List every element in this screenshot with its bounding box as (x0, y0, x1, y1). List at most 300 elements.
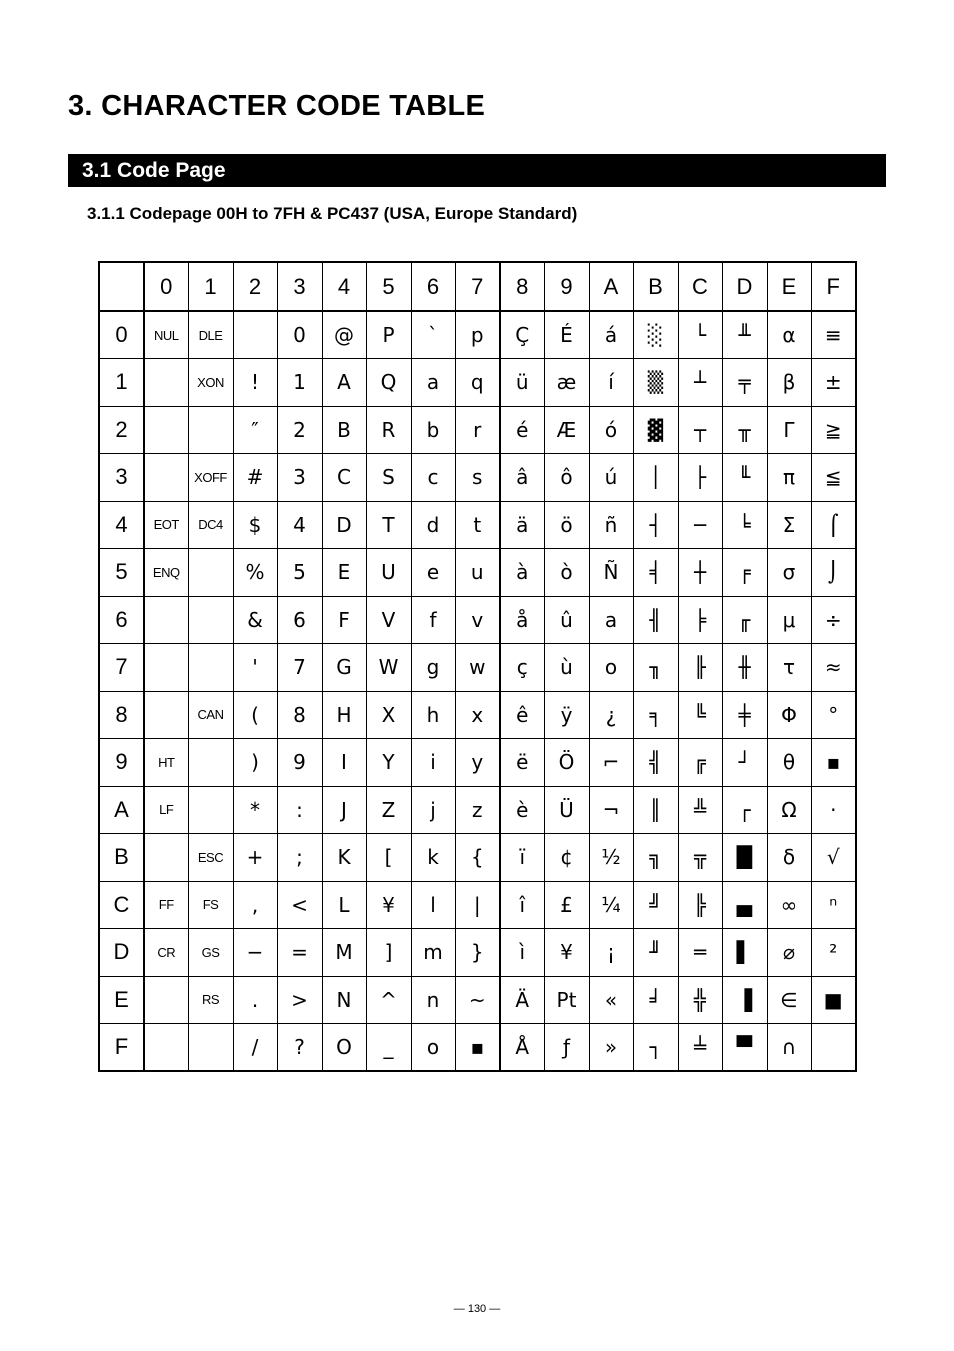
code-cell: í (589, 359, 633, 407)
code-cell: r (455, 406, 500, 454)
code-cell: C (322, 454, 366, 502)
code-cell: O (322, 1024, 366, 1072)
code-cell: Q (366, 359, 411, 407)
code-cell: ! (233, 359, 277, 407)
code-cell: D (322, 501, 366, 549)
code-cell (144, 834, 188, 882)
code-cell: ^ (366, 976, 411, 1024)
code-cell: < (277, 881, 322, 929)
code-cell: ¥ (544, 929, 589, 977)
code-cell: DLE (188, 311, 233, 359)
table-row (99, 596, 856, 644)
chapter-title: 3. CHARACTER CODE TABLE (68, 90, 486, 122)
code-cell: g (411, 644, 455, 692)
code-cell: t (455, 501, 500, 549)
row-header: B (99, 834, 144, 882)
code-cell: R (366, 406, 411, 454)
code-cell: z (455, 786, 500, 834)
code-cell: Z (366, 786, 411, 834)
code-cell: q (455, 359, 500, 407)
column-header: 3 (277, 262, 322, 311)
code-cell: ñ (589, 501, 633, 549)
column-header: 4 (322, 262, 366, 311)
code-cell: K (322, 834, 366, 882)
code-cell: ╦ (678, 834, 722, 882)
code-cell: − (233, 929, 277, 977)
code-cell: ç (500, 644, 544, 692)
column-header: 2 (233, 262, 277, 311)
code-cell: HT (144, 739, 188, 787)
code-cell: ì (500, 929, 544, 977)
subsection-title: 3.1.1 Codepage 00H to 7FH & PC437 (USA, Europe Standard) (87, 204, 578, 223)
code-cell: b (411, 406, 455, 454)
table-row (99, 929, 856, 977)
code-cell: μ (767, 596, 811, 644)
code-cell: GS (188, 929, 233, 977)
code-cell: θ (767, 739, 811, 787)
row-header: 8 (99, 691, 144, 739)
column-header: D (722, 262, 767, 311)
code-cell: a (411, 359, 455, 407)
code-cell: Σ (767, 501, 811, 549)
code-cell: o (411, 1024, 455, 1072)
code-cell: ▒ (633, 359, 678, 407)
code-cell: ╠ (678, 881, 722, 929)
code-cell: ╛ (633, 976, 678, 1024)
code-cell: ¡ (589, 929, 633, 977)
code-cell: ╤ (722, 359, 767, 407)
code-cell: ╡ (633, 549, 678, 597)
code-cell: ╣ (633, 739, 678, 787)
code-cell: c (411, 454, 455, 502)
code-cell: ó (589, 406, 633, 454)
code-cell: ¥ (366, 881, 411, 929)
code-cell: ∈ (767, 976, 811, 1024)
code-cell: î (500, 881, 544, 929)
code-cell: { (455, 834, 500, 882)
code-cell: h (411, 691, 455, 739)
code-cell: % (233, 549, 277, 597)
code-cell: ╖ (633, 644, 678, 692)
code-cell: á (589, 311, 633, 359)
code-cell: ┘ (722, 739, 767, 787)
code-cell: ⌀ (767, 929, 811, 977)
code-cell (188, 406, 233, 454)
code-cell: ╨ (722, 311, 767, 359)
code-cell: _ (366, 1024, 411, 1072)
code-cell: : (277, 786, 322, 834)
code-cell: ê (500, 691, 544, 739)
code-cell: ï (500, 834, 544, 882)
code-cell: u (455, 549, 500, 597)
code-cell: ║ (633, 786, 678, 834)
row-header: A (99, 786, 144, 834)
table-row (99, 976, 856, 1024)
code-cell: ⌠ (811, 501, 856, 549)
code-cell: ╚ (678, 691, 722, 739)
code-cell: N (322, 976, 366, 1024)
code-cell: ─ (678, 501, 722, 549)
code-cell: £ (544, 881, 589, 929)
code-cell: ) (233, 739, 277, 787)
code-cell: ╞ (678, 596, 722, 644)
table-row (99, 406, 856, 454)
code-cell (144, 454, 188, 502)
code-cell: α (767, 311, 811, 359)
code-cell: é (500, 406, 544, 454)
code-cell: ⌡ (811, 549, 856, 597)
code-cell: Ñ (589, 549, 633, 597)
code-cell (144, 1024, 188, 1072)
code-cell: » (589, 1024, 633, 1072)
code-cell: ▄ (722, 881, 767, 929)
code-cell: ╓ (722, 596, 767, 644)
code-cell: ENQ (144, 549, 188, 597)
code-cell: 7 (277, 644, 322, 692)
code-cell: ü (500, 359, 544, 407)
row-header: D (99, 929, 144, 977)
code-cell: S (366, 454, 411, 502)
code-cell: ╪ (722, 691, 767, 739)
code-cell: ≧ (811, 406, 856, 454)
code-cell: ┴ (678, 359, 722, 407)
code-cell: ' (233, 644, 277, 692)
code-cell: ⁿ (811, 881, 856, 929)
code-cell: XOFF (188, 454, 233, 502)
code-cell: ¼ (589, 881, 633, 929)
code-cell: Γ (767, 406, 811, 454)
code-cell: ≈ (811, 644, 856, 692)
code-cell: ╗ (633, 834, 678, 882)
code-cell: │ (633, 454, 678, 502)
code-cell: s (455, 454, 500, 502)
code-cell: A (322, 359, 366, 407)
code-cell: x (455, 691, 500, 739)
code-cell: ▐ (722, 976, 767, 1024)
code-cell (144, 691, 188, 739)
column-header: E (767, 262, 811, 311)
code-cell: v (455, 596, 500, 644)
code-cell: V (366, 596, 411, 644)
code-cell: ~ (455, 976, 500, 1024)
code-cell: U (366, 549, 411, 597)
code-cell (811, 1024, 856, 1072)
character-code-table (98, 261, 857, 1072)
code-cell: = (277, 929, 322, 977)
code-cell: ▓ (633, 406, 678, 454)
code-cell: o (589, 644, 633, 692)
code-cell: ╧ (678, 1024, 722, 1072)
column-header: A (589, 262, 633, 311)
table-corner (99, 262, 144, 311)
code-cell: } (455, 929, 500, 977)
code-cell: ╒ (722, 549, 767, 597)
code-cell: Y (366, 739, 411, 787)
code-cell: ╕ (633, 691, 678, 739)
code-cell: FS (188, 881, 233, 929)
column-header: 7 (455, 262, 500, 311)
code-cell: ┌ (722, 786, 767, 834)
table-row (99, 454, 856, 502)
code-cell: ù (544, 644, 589, 692)
code-cell: 1 (277, 359, 322, 407)
code-cell: ä (500, 501, 544, 549)
table-row (99, 691, 856, 739)
code-cell: √ (811, 834, 856, 882)
column-header: C (678, 262, 722, 311)
code-cell: σ (767, 549, 811, 597)
row-header: 9 (99, 739, 144, 787)
code-cell: ¬ (589, 786, 633, 834)
code-cell: i (411, 739, 455, 787)
code-cell: P (366, 311, 411, 359)
code-cell: d (411, 501, 455, 549)
row-header: C (99, 881, 144, 929)
code-cell: Å (500, 1024, 544, 1072)
section-title: 3.1 Code Page (68, 154, 886, 187)
code-cell: CAN (188, 691, 233, 739)
code-cell: δ (767, 834, 811, 882)
code-cell: H (322, 691, 366, 739)
code-cell: M (322, 929, 366, 977)
code-cell: Ω (767, 786, 811, 834)
code-cell: ″ (233, 406, 277, 454)
row-header: 6 (99, 596, 144, 644)
table-row (99, 786, 856, 834)
code-cell: └ (678, 311, 722, 359)
code-cell: ` (411, 311, 455, 359)
row-header: 0 (99, 311, 144, 359)
table-row (99, 644, 856, 692)
row-header: 4 (99, 501, 144, 549)
code-cell: ≡ (811, 311, 856, 359)
table-row (99, 549, 856, 597)
code-cell: E (322, 549, 366, 597)
code-cell: DC4 (188, 501, 233, 549)
code-cell: ? (277, 1024, 322, 1072)
code-cell: Ö (544, 739, 589, 787)
column-header: 8 (500, 262, 544, 311)
row-header: 7 (99, 644, 144, 692)
code-cell: ≦ (811, 454, 856, 502)
code-cell: CR (144, 929, 188, 977)
column-header: 5 (366, 262, 411, 311)
code-cell: ² (811, 929, 856, 977)
code-cell: G (322, 644, 366, 692)
code-cell: ± (811, 359, 856, 407)
code-cell (144, 359, 188, 407)
code-cell: ╔ (678, 739, 722, 787)
code-cell: p (455, 311, 500, 359)
code-cell: τ (767, 644, 811, 692)
code-cell: Ä (500, 976, 544, 1024)
code-cell: ÷ (811, 596, 856, 644)
code-cell: â (500, 454, 544, 502)
code-cell: [ (366, 834, 411, 882)
code-cell: ═ (678, 929, 722, 977)
code-cell: * (233, 786, 277, 834)
code-cell: RS (188, 976, 233, 1024)
code-cell: NUL (144, 311, 188, 359)
table-row (99, 739, 856, 787)
code-cell: ë (500, 739, 544, 787)
code-cell: 3 (277, 454, 322, 502)
code-cell: « (589, 976, 633, 1024)
code-cell: û (544, 596, 589, 644)
code-cell: n (411, 976, 455, 1024)
code-cell: ┬ (678, 406, 722, 454)
code-cell (188, 549, 233, 597)
code-cell: + (233, 834, 277, 882)
code-cell: π (767, 454, 811, 502)
code-cell: ╢ (633, 596, 678, 644)
page-number: — 130 — (453, 1303, 501, 1315)
code-cell: & (233, 596, 277, 644)
code-cell: à (500, 549, 544, 597)
code-cell: ú (589, 454, 633, 502)
code-cell: ■ (811, 976, 856, 1024)
code-cell: ┐ (633, 1024, 678, 1072)
table-row (99, 834, 856, 882)
code-cell: j (411, 786, 455, 834)
code-cell: 5 (277, 549, 322, 597)
code-cell (188, 786, 233, 834)
code-cell: w (455, 644, 500, 692)
column-header: 1 (188, 262, 233, 311)
code-cell: L (322, 881, 366, 929)
code-cell: I (322, 739, 366, 787)
row-header: 1 (99, 359, 144, 407)
code-cell (188, 739, 233, 787)
code-cell: T (366, 501, 411, 549)
code-cell: F (322, 596, 366, 644)
code-cell: · (811, 786, 856, 834)
code-cell: 9 (277, 739, 322, 787)
code-cell: 0 (277, 311, 322, 359)
code-cell: ╬ (678, 976, 722, 1024)
code-cell: # (233, 454, 277, 502)
row-header: 5 (99, 549, 144, 597)
code-cell (188, 644, 233, 692)
code-cell: ▌ (722, 929, 767, 977)
code-cell: ▪ (811, 739, 856, 787)
code-cell: 8 (277, 691, 322, 739)
code-cell: 4 (277, 501, 322, 549)
code-cell: ╙ (722, 454, 767, 502)
code-cell: ░ (633, 311, 678, 359)
code-cell: ∩ (767, 1024, 811, 1072)
code-cell: ╫ (722, 644, 767, 692)
column-header: F (811, 262, 856, 311)
code-cell: EOT (144, 501, 188, 549)
column-header: 0 (144, 262, 188, 311)
code-cell: XON (188, 359, 233, 407)
column-header: 9 (544, 262, 589, 311)
code-cell: X (366, 691, 411, 739)
code-cell: B (322, 406, 366, 454)
code-cell: m (411, 929, 455, 977)
code-cell: $ (233, 501, 277, 549)
code-cell: ¿ (589, 691, 633, 739)
code-cell: ▀ (722, 1024, 767, 1072)
code-cell: Ü (544, 786, 589, 834)
row-header: 2 (99, 406, 144, 454)
code-cell: > (277, 976, 322, 1024)
code-cell: ▪ (455, 1024, 500, 1072)
code-cell (144, 406, 188, 454)
code-cell: ╝ (633, 881, 678, 929)
code-cell: å (500, 596, 544, 644)
code-cell: ╘ (722, 501, 767, 549)
code-cell (188, 1024, 233, 1072)
code-cell (144, 976, 188, 1024)
code-cell: ƒ (544, 1024, 589, 1072)
row-header: 3 (99, 454, 144, 502)
code-cell: ╜ (633, 929, 678, 977)
code-cell: ö (544, 501, 589, 549)
code-cell: ├ (678, 454, 722, 502)
code-cell: ½ (589, 834, 633, 882)
code-cell: Ç (500, 311, 544, 359)
code-cell: █ (722, 834, 767, 882)
code-cell: LF (144, 786, 188, 834)
code-cell: W (366, 644, 411, 692)
code-cell: ÿ (544, 691, 589, 739)
code-cell: è (500, 786, 544, 834)
code-cell: ╩ (678, 786, 722, 834)
code-cell: ⌐ (589, 739, 633, 787)
code-cell: 6 (277, 596, 322, 644)
code-cell: e (411, 549, 455, 597)
code-cell: ESC (188, 834, 233, 882)
code-cell: ┤ (633, 501, 678, 549)
code-cell: Æ (544, 406, 589, 454)
code-cell: @ (322, 311, 366, 359)
code-cell: ∞ (767, 881, 811, 929)
column-header: B (633, 262, 678, 311)
table-row (99, 359, 856, 407)
column-header-row (99, 262, 856, 311)
code-cell (188, 596, 233, 644)
row-header: E (99, 976, 144, 1024)
code-cell: l (411, 881, 455, 929)
table-row (99, 311, 856, 359)
code-cell (233, 311, 277, 359)
code-cell: ╟ (678, 644, 722, 692)
code-cell: ( (233, 691, 277, 739)
code-cell: ô (544, 454, 589, 502)
code-cell: ╥ (722, 406, 767, 454)
code-cell: ¢ (544, 834, 589, 882)
column-header: 6 (411, 262, 455, 311)
code-cell: ° (811, 691, 856, 739)
code-cell: É (544, 311, 589, 359)
code-cell (144, 596, 188, 644)
table-row (99, 501, 856, 549)
table-row (99, 881, 856, 929)
code-cell: æ (544, 359, 589, 407)
code-cell: y (455, 739, 500, 787)
code-cell (144, 644, 188, 692)
code-cell: , (233, 881, 277, 929)
code-cell: ò (544, 549, 589, 597)
code-cell: Pt (544, 976, 589, 1024)
code-cell: / (233, 1024, 277, 1072)
row-header: F (99, 1024, 144, 1072)
code-cell: Φ (767, 691, 811, 739)
code-cell: ; (277, 834, 322, 882)
code-cell: ] (366, 929, 411, 977)
